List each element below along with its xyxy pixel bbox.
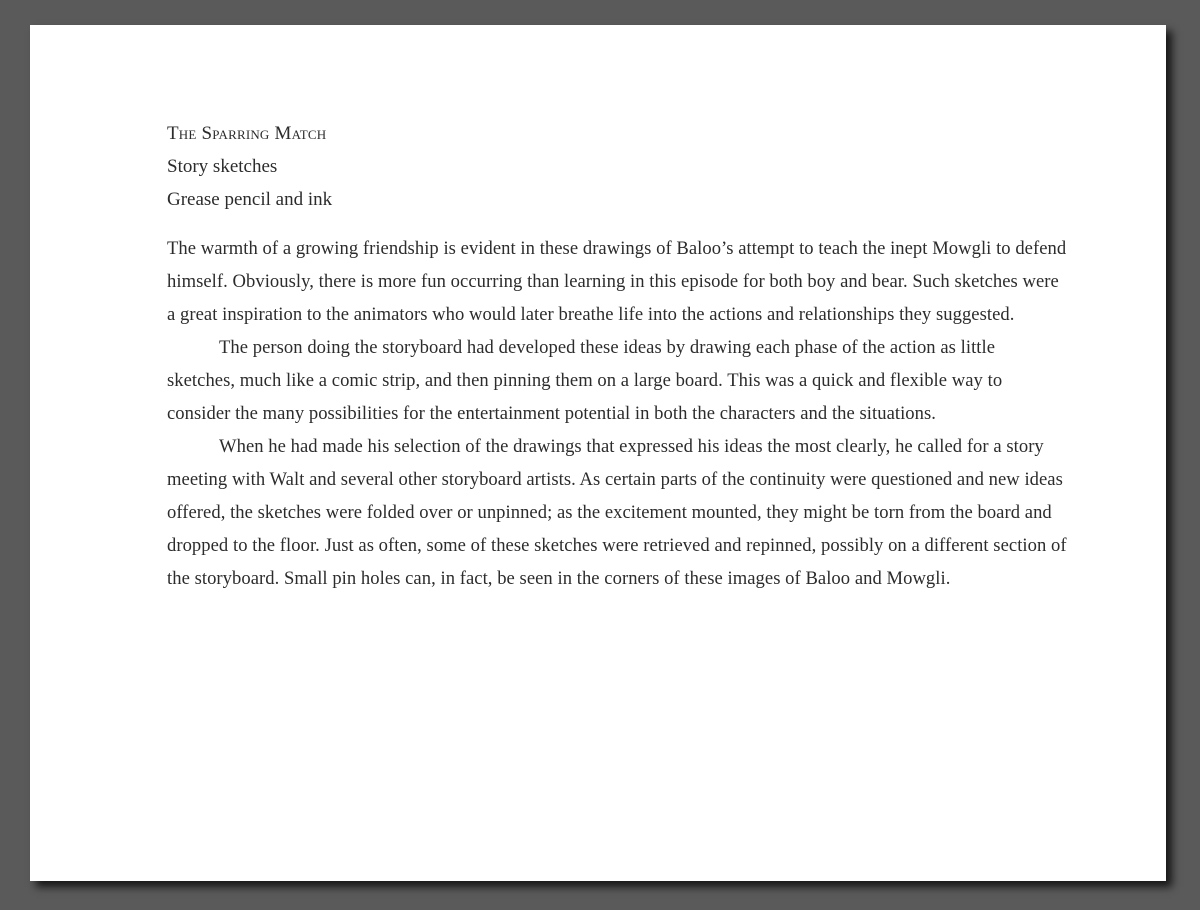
caption-title: The Sparring Match <box>167 123 327 144</box>
book-page <box>30 25 1166 881</box>
body-text <box>167 232 1067 595</box>
caption-technique: Grease pencil and ink <box>167 189 333 210</box>
paragraph-1: The warmth of a growing friendship is evident in these drawings of Baloo’s attempt to teach the inept Mowgli to defend himself. Obviously, there is more fun occurring than learning in this episode for both boy and bear. Such sketches were a great inspiration to the animators who would later breathe life into the actions and relationships they suggested. <box>167 238 1067 325</box>
page-content <box>167 117 1067 595</box>
paragraph-3: When he had made his selection of the drawings that expressed his ideas the most clearly, he called for a story meeting with Walt and several other storyboard artists. As certain parts of the continuity were questioned and new ideas offered, the sketches were folded over or unpinned; as the excitement mounted, they might be torn from the board and dropped to the floor. Just as often, some of these sketches were retrieved and repinned, possibly on a different section of the storyboard. Small pin holes can, in fact, be seen in the corners of these images of Baloo and Mowgli. <box>167 436 1067 589</box>
caption-medium: Story sketches <box>167 156 278 177</box>
paragraph-2: The person doing the storyboard had developed these ideas by drawing each phase of the action as little sketches, much like a comic strip, and then pinning them on a large board. This was a quick and flexible way to consider the many possibilities for the entertainment potential in both the characters and the situations. <box>167 337 1003 424</box>
